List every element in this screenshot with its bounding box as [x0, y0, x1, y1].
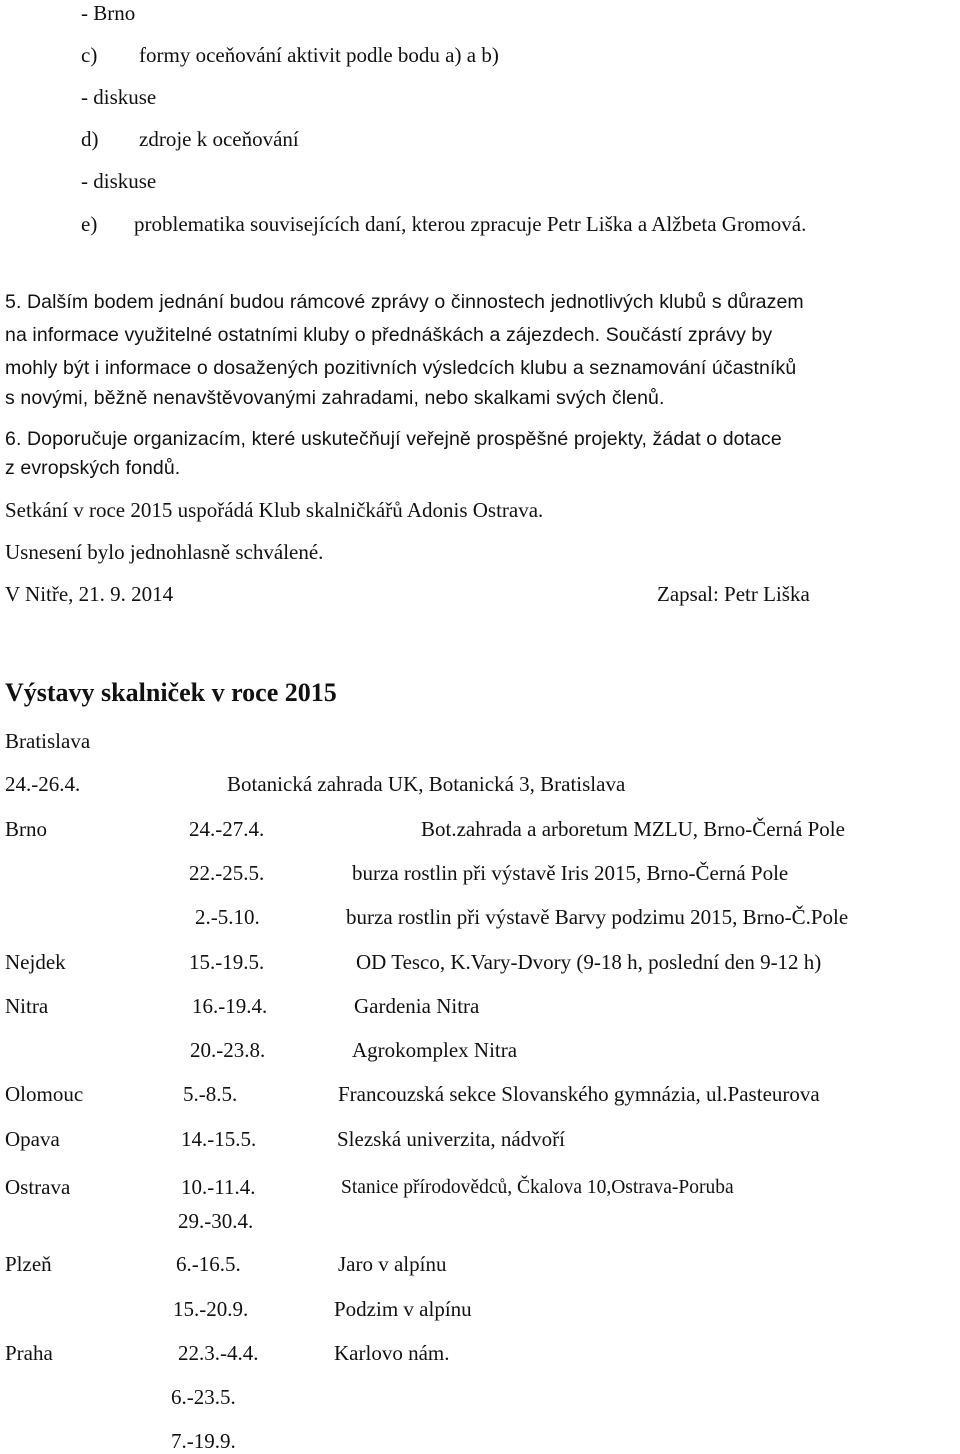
brno-place-3: burza rostlin při výstavě Barvy podzimu 2015, Brno-Č.Pole — [346, 905, 849, 929]
ostrava-date-2: 29.-30.4. — [178, 1209, 254, 1233]
plzen-place-1: Jaro v alpínu — [338, 1252, 447, 1276]
ostrava-date-1: 10.-11.4. — [181, 1175, 256, 1199]
agenda-text-c: formy oceňování aktivit podle bodu a) a b) — [139, 43, 499, 67]
olomouc-date: 5.-8.5. — [183, 1082, 238, 1106]
city-olomouc: Olomouc — [5, 1082, 84, 1106]
brno-date-3: 2.-5.10. — [195, 905, 260, 929]
agenda-label-e: e) — [81, 212, 98, 236]
nejdek-place: OD Tesco, K.Vary-Dvory (9-18 h, poslední den 9-12 h) — [356, 950, 822, 974]
praha-date-1: 22.3.-4.4. — [178, 1341, 259, 1365]
praha-date-3: 7.-19.9. — [171, 1429, 236, 1453]
brno-date-2: 22.-25.5. — [189, 861, 265, 885]
nitra-date-1: 16.-19.4. — [192, 994, 268, 1018]
point5-line4: s novými, běžně nenavštěvovanými zahradami, nebo skalkami svých členů. — [5, 387, 665, 409]
city-nitra: Nitra — [5, 994, 49, 1018]
city-nejdek: Nejdek — [5, 950, 66, 974]
agenda-text-e: problematika souvisejících daní, kterou zpracuje Petr Liška a Alžbeta Gromová. — [134, 212, 807, 236]
nitra-date-2: 20.-23.8. — [190, 1038, 266, 1062]
nitra-place-2: Agrokomplex Nitra — [352, 1038, 518, 1062]
praha-date-2: 6.-23.5. — [171, 1385, 236, 1409]
city-bratislava: Bratislava — [5, 729, 91, 753]
exhibitions-heading: Výstavy skalniček v roce 2015 — [5, 678, 337, 707]
opava-date: 14.-15.5. — [181, 1127, 257, 1151]
bratislava-date: 24.-26.4. — [5, 772, 81, 796]
brno-date-1: 24.-27.4. — [189, 817, 265, 841]
resolution-note: Usnesení bylo jednohlasně schválené. — [5, 540, 324, 564]
plzen-place-2: Podzim v alpínu — [334, 1297, 472, 1321]
point5-line3: mohly být i informace o dosažených pozitivních výsledcích klubu a seznamování účastníků — [5, 357, 797, 379]
point6-line2: z evropských fondů. — [5, 457, 181, 479]
city-praha: Praha — [5, 1341, 53, 1365]
ostrava-place: Stanice přírodovědců, Čkalova 10,Ostrava-Poruba — [341, 1177, 734, 1198]
signoff-recorded-by: Zapsal: Petr Liška — [657, 582, 810, 606]
nejdek-date: 15.-19.5. — [189, 950, 265, 974]
point5-line1: 5. Dalším bodem jednání budou rámcové zprávy o činnostech jednotlivých klubů s důrazem — [5, 291, 804, 313]
meeting-note: Setkání v roce 2015 uspořádá Klub skalničkářů Adonis Ostrava. — [5, 498, 544, 522]
plzen-date-1: 6.-16.5. — [176, 1252, 241, 1276]
agenda-label-d: d) — [81, 127, 99, 151]
agenda-sub-d: - diskuse — [81, 169, 157, 193]
bratislava-place: Botanická zahrada UK, Botanická 3, Bratislava — [227, 772, 626, 796]
olomouc-place: Francouzská sekce Slovanského gymnázia, ul.Pasteurova — [338, 1082, 820, 1106]
praha-place: Karlovo nám. — [334, 1341, 450, 1365]
point5-line2: na informace využitelné ostatními kluby o přednáškách a zájezdech. Součástí zprávy by — [5, 324, 773, 346]
city-brno: Brno — [5, 817, 47, 841]
plzen-date-2: 15.-20.9. — [173, 1297, 249, 1321]
brno-place-1: Bot.zahrada a arboretum MZLU, Brno-Černá Pole — [421, 817, 845, 841]
signoff-place-date: V Nitře, 21. 9. 2014 — [5, 582, 174, 606]
nitra-place-1: Gardenia Nitra — [354, 994, 480, 1018]
point6-line1: 6. Doporučuje organizacím, které uskutečňují veřejně prospěšné projekty, žádat o dotace — [5, 428, 782, 450]
agenda-sub-c: - diskuse — [81, 85, 157, 109]
agenda-item-brno: - Brno — [81, 1, 136, 25]
brno-place-2: burza rostlin při výstavě Iris 2015, Brno-Černá Pole — [352, 861, 789, 885]
city-plzen: Plzeň — [5, 1252, 52, 1276]
city-opava: Opava — [5, 1127, 60, 1151]
agenda-text-d: zdroje k oceňování — [139, 127, 299, 151]
agenda-label-c: c) — [81, 43, 98, 67]
opava-place: Slezská univerzita, nádvoří — [337, 1127, 566, 1151]
city-ostrava: Ostrava — [5, 1175, 71, 1199]
